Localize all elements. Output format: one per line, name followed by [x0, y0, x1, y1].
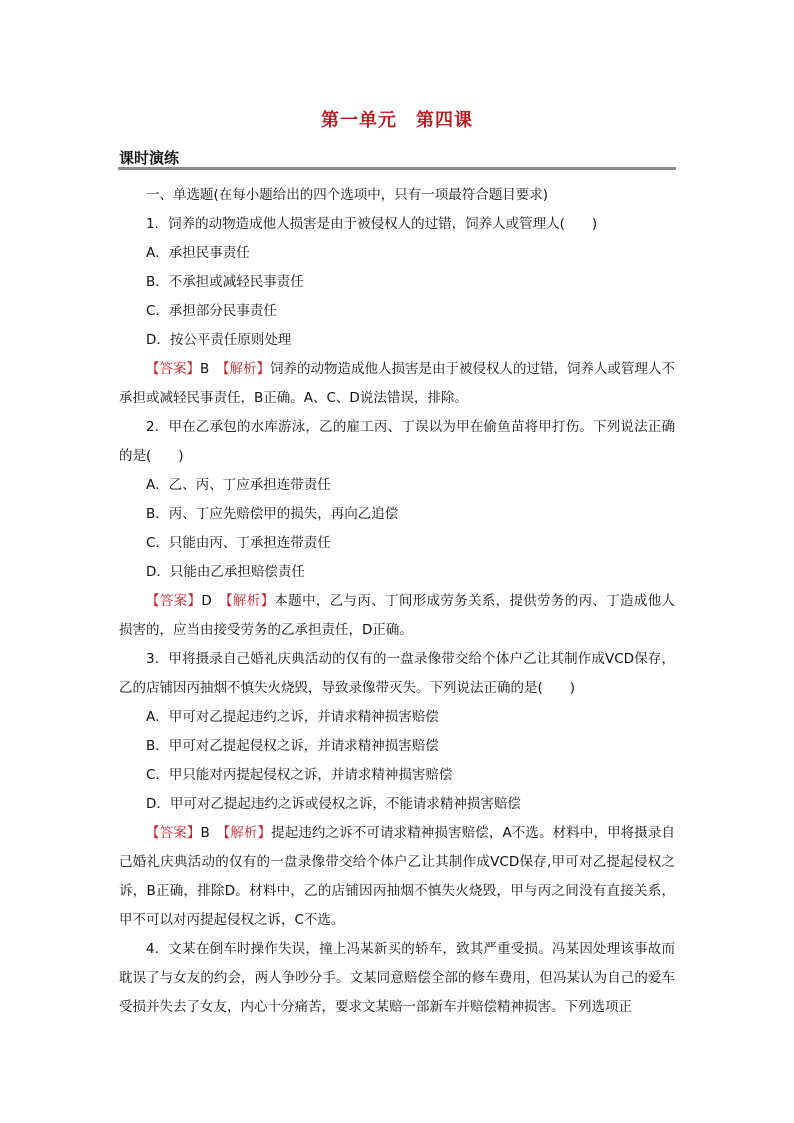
answer-tag: 【答案】: [146, 825, 201, 841]
section-heading: 课时演练: [119, 149, 180, 167]
question-1-option-b: B．不承担或减轻民事责任: [146, 274, 304, 290]
question-3-option-a: A．甲可对乙提起违约之诉，并请求精神损害赔偿: [146, 709, 439, 725]
analysis-tag: 【解析】: [225, 593, 275, 609]
question-3-option-d: D．甲可对乙提起违约之诉或侵权之诉，不能请求精神损害赔偿: [146, 796, 521, 812]
answer-value: B: [200, 361, 223, 377]
question-2-stem: 2．甲在乙承包的水库游泳，乙的雇工丙、丁误以为甲在偷鱼苗将甲打伤。下列说法正确的是( ): [119, 419, 675, 464]
question-3-stem: 3．甲将摄录自己婚礼庆典活动的仅有的一盘录像带交给个体户乙让其制作成VCD保存，乙的店铺因丙抽烟不慎失火烧毁，导致录像带灭失。下列说法正确的是( ): [119, 651, 675, 696]
answer-tag: 【答案】: [146, 361, 200, 377]
analysis-tag: 【解析】: [222, 361, 271, 377]
question-3-option-c: C．甲只能对丙提起侵权之诉，并请求精神损害赔偿: [146, 767, 453, 783]
analysis-text: 饲养的动物造成他人损害是由于被侵权人的过错，饲养人或管理人不承担或减轻民事责任，B正确。A、C、D说法错误，排除。: [119, 361, 676, 406]
question-3-answer: [119, 819, 675, 935]
instructions: 一、单选题(在每小题给出的四个选项中，只有一项最符合题目要求): [146, 187, 549, 203]
analysis-tag: 【解析】: [223, 825, 272, 841]
question-4-stem: 4．文某在倒车时操作失误，撞上冯某新买的轿车，致其严重受损。冯某因处理该事故而耽误了与女友的约会，两人争吵分手。文某同意赔偿全部的修车费用，但冯某认为自己的爱车受损并失去了女友，内心十分痛苦，要求文某赔一部新车并赔偿精神损害。下列选项正: [119, 941, 675, 1015]
question-1-answer: [119, 355, 675, 413]
analysis-text: 本题中，乙与丙、丁间形成劳务关系，提供劳务的丙、丁造成他人损害的，应当由接受劳务的乙承担责任，D正确。: [119, 593, 676, 638]
section-divider: [118, 167, 676, 170]
question-3-option-b: B．甲可对乙提起侵权之诉，并请求精神损害赔偿: [146, 738, 439, 754]
question-1-option-a: A．承担民事责任: [146, 245, 250, 261]
answer-tag: 【答案】: [146, 593, 202, 609]
question-2-option-b: B．丙、丁应先赔偿甲的损失，再向乙追偿: [146, 506, 399, 522]
exercise-body: [119, 181, 675, 1022]
answer-value: D: [201, 593, 226, 609]
page-title: 第一单元 第四课: [321, 110, 473, 131]
question-2-option-d: D．只能由乙承担赔偿责任: [146, 564, 305, 580]
answer-value: B: [200, 825, 224, 841]
question-1-option-c: C．承担部分民事责任: [146, 303, 277, 319]
analysis-text: 提起违约之诉不可请求精神损害赔偿，A不选。材料中，甲将摄录自己婚礼庆典活动的仅有的一盘录像带交给个体户乙让其制作成VCD保存,甲可对乙提起侵权之诉，B正确，排除D。材料中，乙的店铺因丙抽烟不慎失火烧毁，甲与丙之间没有直接关系，甲不可以对丙提起侵权之诉，C不选。: [119, 825, 676, 928]
question-1-option-d: D．按公平责任原则处理: [146, 332, 292, 348]
question-2-option-c: C．只能由丙、丁承担连带责任: [146, 535, 331, 551]
question-1-stem: 1．饲养的动物造成他人损害是由于被侵权人的过错，饲养人或管理人( ): [146, 216, 598, 232]
question-2-answer: [119, 587, 675, 645]
question-2-option-a: A．乙、丙、丁应承担连带责任: [146, 477, 331, 493]
